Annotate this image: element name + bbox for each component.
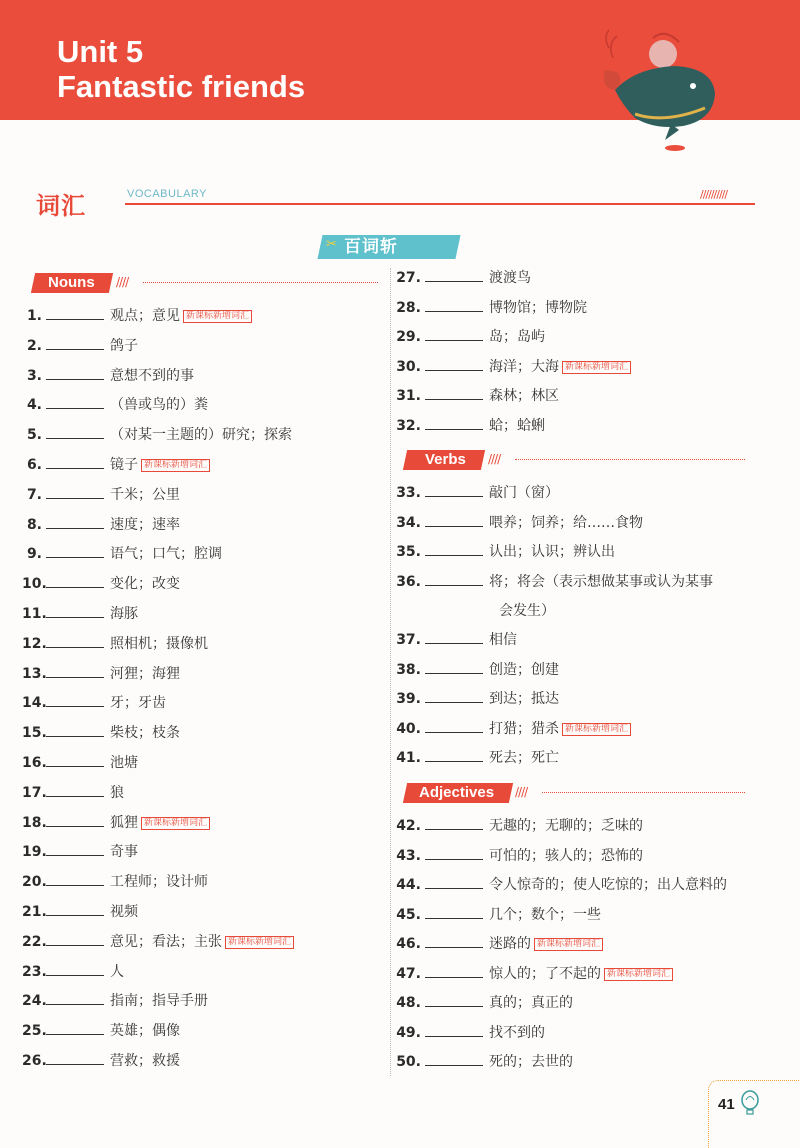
answer-blank[interactable] [46,752,104,767]
vocab-item [22,901,138,925]
answer-blank[interactable] [46,722,104,737]
vocab-item [22,841,138,865]
answer-blank[interactable] [425,1051,483,1066]
item-meaning: 几个；数个；一些 [489,906,601,923]
item-number: 12. [22,635,47,652]
vocab-item [395,415,545,439]
item-meaning: 迷路的 [489,936,531,952]
vocab-item [395,992,573,1016]
item-number: 24. [22,993,47,1010]
answer-blank[interactable] [425,718,483,733]
figure-circle [649,40,677,68]
heading-rule [125,203,755,205]
answer-blank[interactable] [425,874,483,889]
answer-blank[interactable] [46,871,104,886]
item-number: 4. [26,397,42,414]
whale-illustration [595,8,725,158]
item-number: 2. [26,337,42,354]
answer-blank[interactable] [425,933,483,948]
item-number: 21. [22,904,47,920]
vocab-item [395,815,643,839]
item-meaning: 喂养；饲养；给……食物 [489,514,643,531]
new-word-tag: 新课标新增词汇 [183,310,252,323]
item-number: 16. [22,755,47,771]
unit-number: Unit 5 [57,34,144,69]
answer-blank[interactable] [425,512,483,527]
vocab-item [395,904,601,928]
new-word-tag: 新课标新增词汇 [604,968,673,981]
item-number: 35. [396,544,421,561]
vocab-item [22,394,208,418]
item-number: 17. [22,784,47,801]
item-number: 40. [396,720,421,737]
item-meaning: 博物馆；博物院 [489,299,587,316]
vocab-item [395,874,727,898]
vocab-item [395,629,517,653]
answer-blank[interactable] [425,659,483,674]
vocab-item [22,454,210,478]
answer-blank[interactable] [425,815,483,830]
answer-blank[interactable] [46,782,104,797]
answer-blank[interactable] [46,692,104,707]
answer-blank[interactable] [46,543,104,558]
vocab-item [395,845,643,869]
item-number: 25. [22,1023,47,1040]
item-number: 9. [26,546,42,563]
answer-blank[interactable] [425,845,483,860]
answer-blank[interactable] [46,961,104,976]
vocab-item [22,1020,180,1044]
balloon-icon [740,1090,760,1116]
item-number: 37. [396,632,421,648]
vocabulary-label-zh: 词汇 [36,192,86,220]
answer-blank[interactable] [425,326,483,341]
item-number: 7. [26,486,42,503]
answer-blank[interactable] [46,454,104,469]
item-number: 22. [22,933,47,950]
vocab-item [22,990,208,1014]
answer-blank[interactable] [46,931,104,946]
section-nouns [33,273,378,293]
vocab-item [395,1051,573,1075]
item-meaning: 认出；认识；辨认出 [489,544,615,561]
item-meaning: 柴枝；枝条 [110,725,180,742]
vocab-item [22,573,180,597]
answer-blank[interactable] [425,541,483,556]
item-meaning: 渡渡鸟 [489,270,531,286]
item-meaning: 速度；速率 [110,516,180,533]
new-word-tag: 新课标新增词汇 [562,361,631,374]
item-meaning: 照相机；摄像机 [110,635,208,652]
item-number: 49. [396,1024,421,1041]
vocab-item [22,424,292,448]
item-number: 34. [396,514,421,531]
item-number: 19. [22,844,47,861]
vocab-item [395,933,603,957]
vocab-item [22,782,124,806]
stripes-decoration: //// [488,452,501,466]
vocab-item [22,692,166,716]
vocab-item [22,514,180,538]
item-meaning: 鸽子 [110,337,138,354]
item-number: 44. [396,877,421,893]
vocab-item [395,297,587,321]
answer-blank[interactable] [46,1020,104,1035]
item-number: 26. [22,1053,47,1069]
answer-blank[interactable] [46,484,104,499]
item-meaning: 可怕的；骇人的；恐怖的 [489,847,643,864]
answer-blank[interactable] [46,335,104,350]
answer-blank[interactable] [46,633,104,648]
vocab-item [22,484,180,508]
answer-blank[interactable] [46,573,104,588]
item-meaning: 敲门（窗） [489,485,559,501]
item-meaning: 视频 [110,904,138,920]
answer-blank[interactable] [425,747,483,762]
vocab-item [22,931,294,955]
vocab-item [395,512,643,536]
item-number: 46. [396,936,421,952]
item-number: 50. [396,1054,421,1070]
item-meaning: （兽或鸟的）粪 [110,397,208,414]
item-meaning: 变化；改变 [110,576,180,593]
answer-blank[interactable] [46,812,104,827]
section-label-adjectives: Adjectives [419,784,495,801]
item-meaning: 打猎；猎杀 [489,720,559,737]
answer-blank[interactable] [425,1022,483,1037]
vocab-item [395,267,531,291]
item-number: 13. [22,665,47,682]
item-number: 43. [396,847,421,864]
section-verbs [405,450,745,470]
item-meaning: 森林；林区 [489,388,559,405]
item-meaning: 无趣的；无聊的；乏味的 [489,818,643,834]
answer-blank[interactable] [46,305,104,320]
item-meaning: 营救；救援 [110,1053,180,1069]
hatch-decoration: ////////// [700,188,728,201]
item-number: 33. [396,485,421,501]
item-number: 5. [26,427,42,444]
new-word-tag: 新课标新增词汇 [141,459,210,472]
answer-blank[interactable] [46,1050,104,1065]
vocab-item [22,543,222,567]
item-meaning: 工程师；设计师 [110,874,208,891]
vocabulary-label-en: VOCABULARY [127,188,207,200]
badge-label: 百词斩 [344,237,398,257]
item-number: 42. [396,818,421,834]
vocab-item [395,688,559,712]
item-meaning: 意想不到的事 [110,367,194,384]
vocab-item [22,1050,180,1074]
stripes-decoration: //// [515,785,528,799]
item-number: 47. [396,965,421,982]
page-number: 41 [718,1096,735,1113]
vocab-item [395,718,631,742]
item-meaning: 将；将会（表示想做某事或认为某事 [489,573,713,590]
new-word-tag: 新课标新增词汇 [225,936,294,949]
item-meaning: 创造；创建 [489,661,559,678]
item-meaning: 英雄；偶像 [110,1023,180,1040]
item-number: 38. [396,661,421,678]
vocab-item [395,659,559,683]
item-number: 8. [26,516,42,533]
item-number: 39. [396,691,421,708]
vocab-item [395,747,559,771]
item-meaning: 奇事 [110,844,138,861]
answer-blank[interactable] [425,297,483,312]
item-meaning: 真的；真正的 [489,995,573,1011]
vocab-item [395,571,713,595]
item-meaning: 死的；去世的 [489,1054,573,1070]
column-divider [390,268,391,1076]
vocab-item [22,871,208,895]
item-number: 48. [396,995,421,1011]
item-number: 20. [22,874,47,891]
item-meaning: 河狸；海狸 [110,665,180,682]
item-meaning: （对某一主题的）研究；探索 [110,427,292,444]
vocab-item [395,963,673,987]
answer-blank[interactable] [46,603,104,618]
item-meaning: 指南；指导手册 [110,993,208,1010]
item-number: 10. [22,576,47,593]
item-number: 14. [22,695,47,712]
item-number: 1. [26,308,42,324]
answer-blank[interactable] [425,904,483,919]
item-meaning-continued: 会发生） [499,602,555,619]
item-meaning: 镜子 [110,457,138,473]
answer-blank[interactable] [46,841,104,856]
answer-blank[interactable] [425,482,483,497]
item-meaning: 千米；公里 [110,486,180,503]
vocab-item [395,385,559,409]
answer-blank[interactable] [425,571,483,586]
item-meaning: 死去；死亡 [489,750,559,767]
vocab-item [22,633,208,657]
item-meaning: 找不到的 [489,1024,545,1041]
item-number: 11. [22,606,47,622]
answer-blank[interactable] [46,424,104,439]
item-meaning: 海洋；大海 [489,358,559,375]
item-meaning: 海豚 [110,606,138,622]
scissors-icon: ✂ [326,237,337,252]
answer-blank[interactable] [425,356,483,371]
answer-blank[interactable] [46,514,104,529]
vocab-item [395,326,545,350]
vocab-item [395,1022,545,1046]
answer-blank[interactable] [46,394,104,409]
answer-blank[interactable] [425,267,483,282]
stripes-decoration: //// [116,275,129,289]
vocab-item [395,482,559,506]
item-number: 29. [396,329,421,346]
section-label-nouns: Nouns [48,274,95,291]
answer-blank[interactable] [46,990,104,1005]
answer-blank[interactable] [425,415,483,430]
vocab-item [22,752,138,776]
item-meaning: 语气；口气；腔调 [110,546,222,563]
item-meaning: 惊人的；了不起的 [489,965,601,982]
item-number: 3. [26,367,42,384]
vocab-item [22,961,124,985]
vocab-item [22,812,210,836]
item-meaning: 狐狸 [110,814,138,831]
item-meaning: 狼 [110,784,124,801]
item-meaning: 意见；看法；主张 [110,933,222,950]
vocab-item [395,356,631,380]
item-number: 15. [22,725,47,742]
vocab-item [22,722,180,746]
item-number: 32. [396,418,421,434]
item-meaning: 人 [110,963,124,980]
vocab-item [22,305,252,329]
answer-blank[interactable] [46,365,104,380]
section-adjectives [405,783,745,803]
item-number: 31. [396,388,421,405]
vocab-item [22,663,180,687]
vocab-item [22,603,138,627]
answer-blank[interactable] [425,992,483,1007]
section-label-verbs: Verbs [425,451,466,468]
new-word-tag: 新课标新增词汇 [534,938,603,951]
new-word-tag: 新课标新增词汇 [562,723,631,736]
item-meaning: 到达；抵达 [489,691,559,708]
item-meaning: 池塘 [110,755,138,771]
new-word-tag: 新课标新增词汇 [141,817,210,830]
item-number: 28. [396,299,421,316]
item-number: 30. [396,358,421,375]
unit-title-block [57,34,305,104]
vocab-item [22,365,194,389]
item-number: 45. [396,906,421,923]
item-meaning: 观点；意见 [110,308,180,324]
item-number: 23. [22,963,47,980]
answer-blank[interactable] [425,688,483,703]
unit-title: Fantastic friends [57,69,306,104]
item-meaning: 岛；岛屿 [489,329,545,346]
vocab-item [395,541,615,565]
answer-blank[interactable] [425,385,483,400]
answer-blank[interactable] [46,901,104,916]
answer-blank[interactable] [46,663,104,678]
answer-blank[interactable] [425,963,483,978]
vocabulary-heading [30,178,755,220]
item-meaning: 牙；牙齿 [110,695,166,712]
item-number: 36. [396,573,421,590]
item-meaning: 令人惊奇的；使人吃惊的；出人意料的 [489,877,727,893]
vocab-item [22,335,138,359]
item-meaning: 蛤；蛤蜊 [489,418,545,434]
item-meaning: 相信 [489,632,517,648]
item-number: 41. [396,750,421,767]
item-number: 27. [396,270,421,286]
item-number: 18. [22,814,47,831]
item-number: 6. [26,457,42,473]
answer-blank[interactable] [425,629,483,644]
